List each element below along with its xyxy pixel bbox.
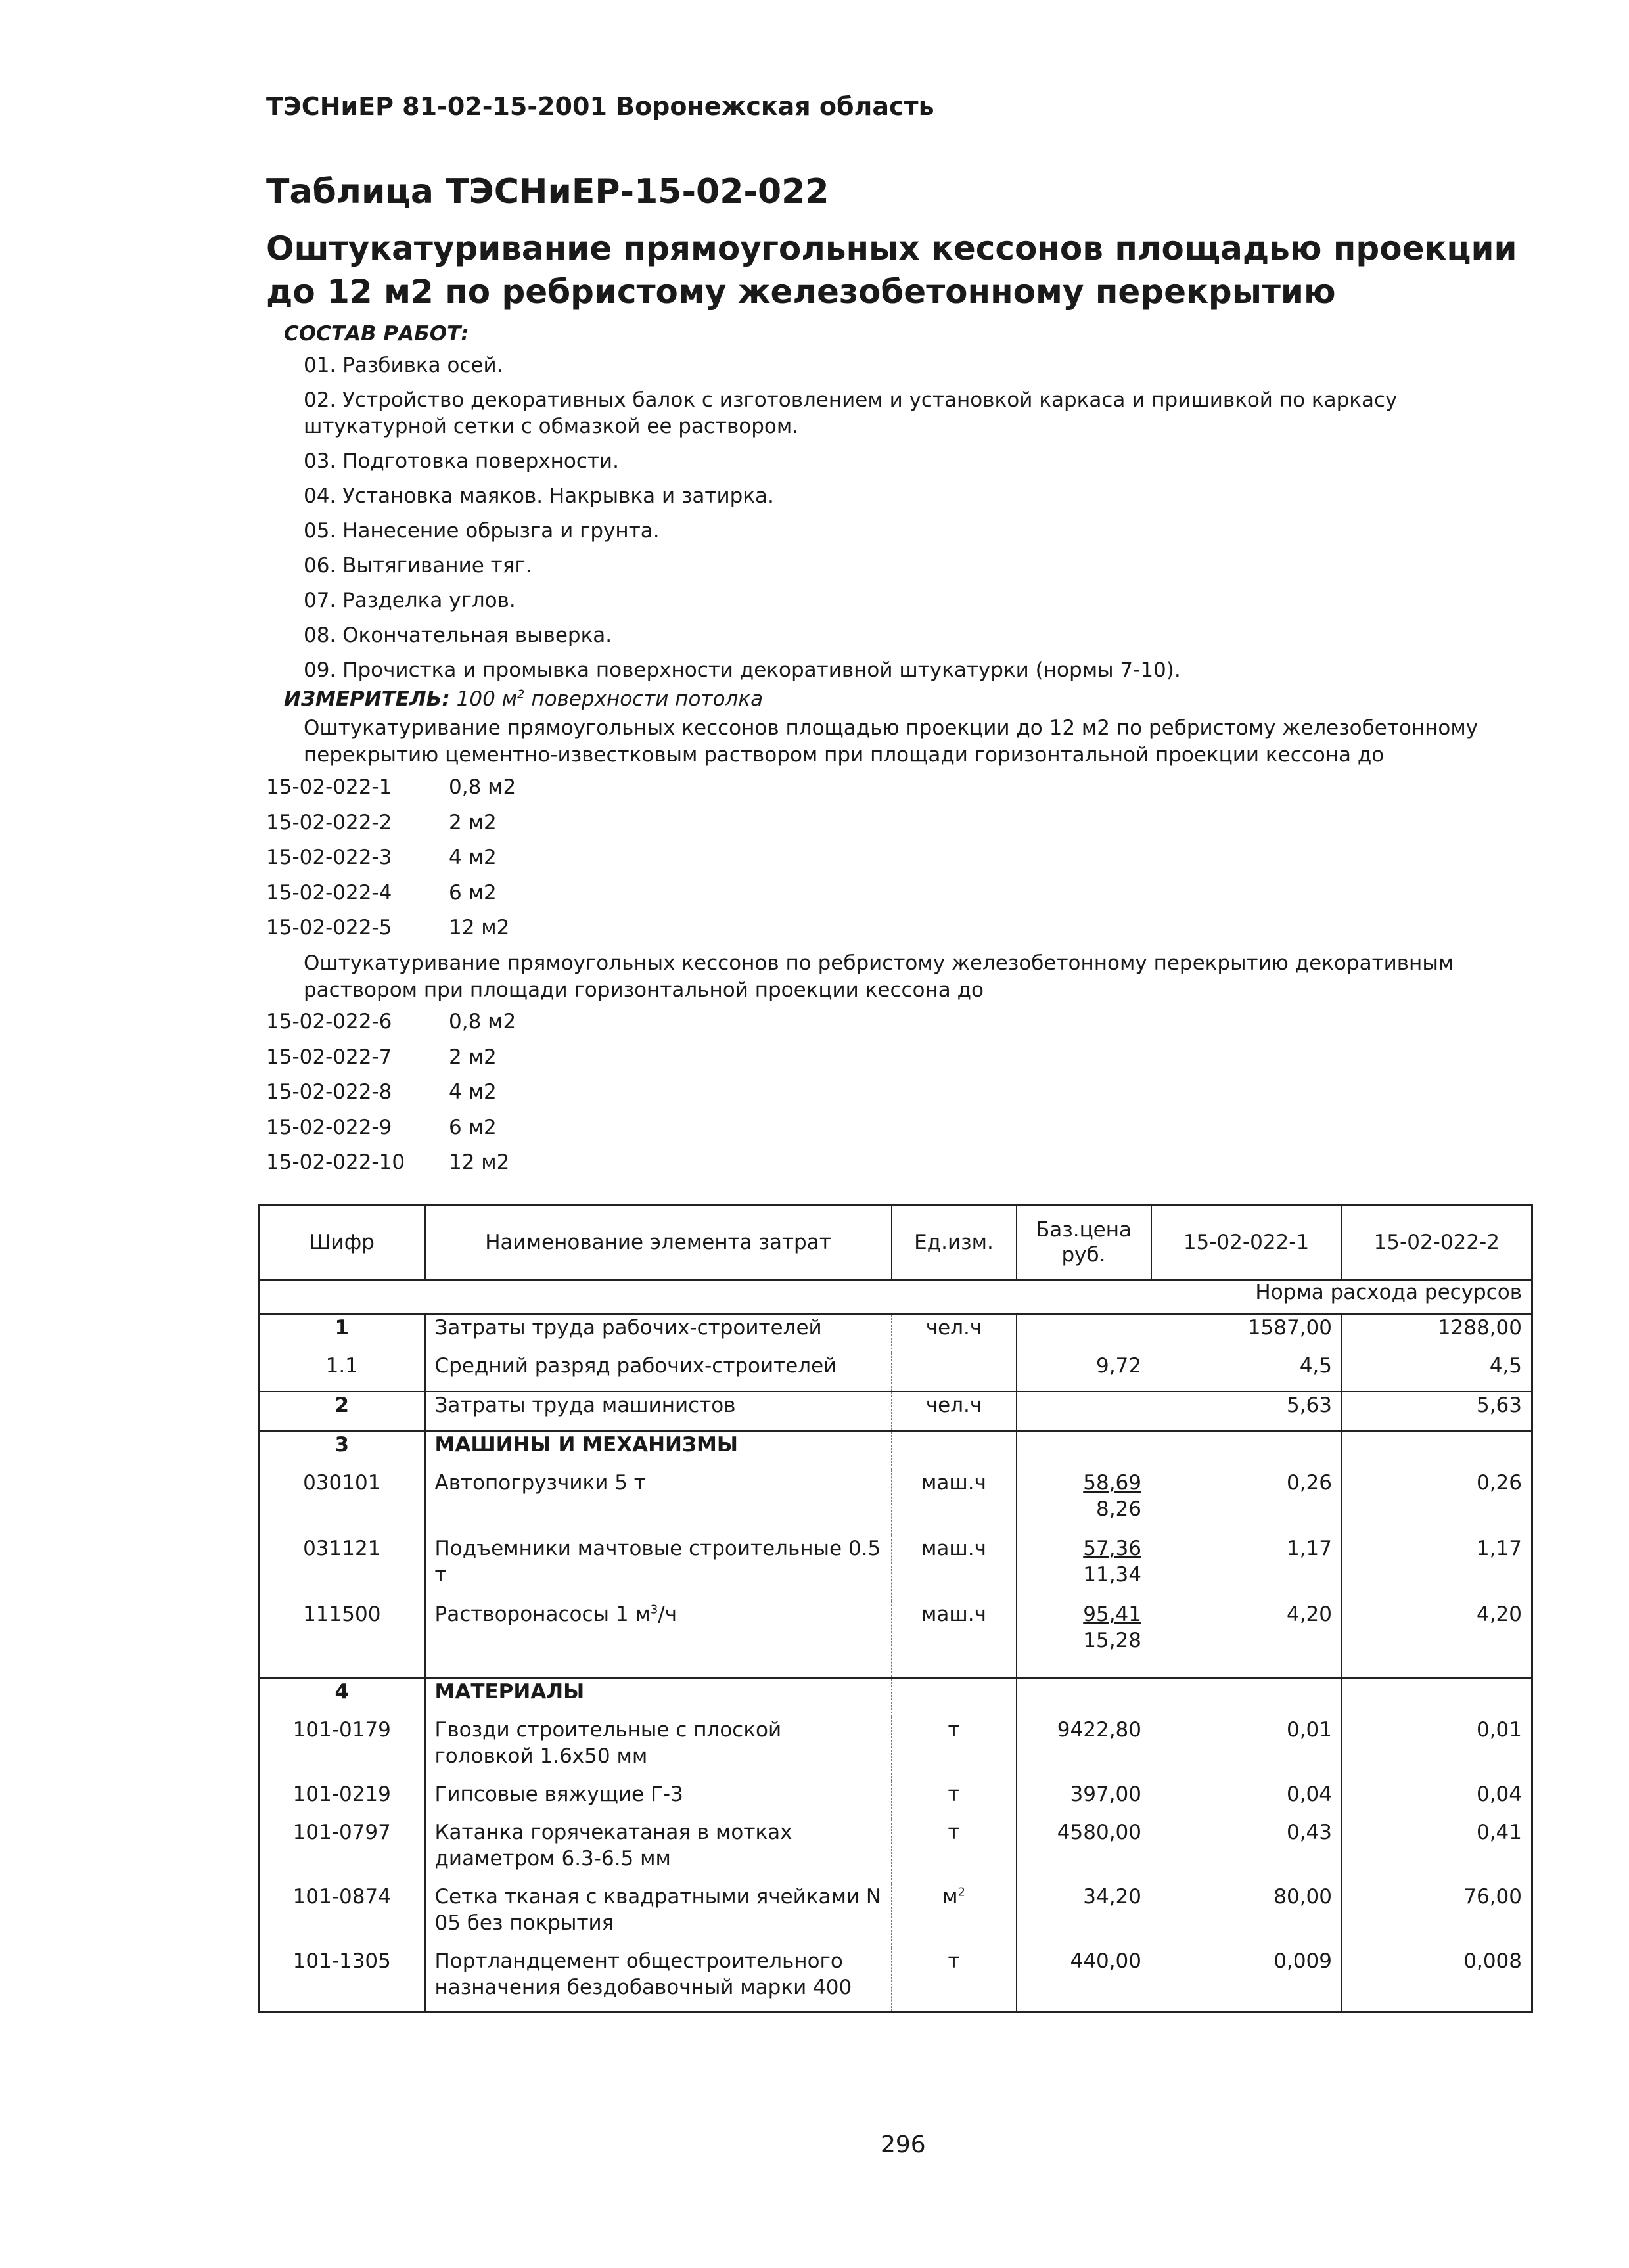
- norm-area: 0,8 м2: [449, 775, 516, 799]
- cell-value-1: 1,17: [1151, 1535, 1342, 1601]
- norm-area: 12 м2: [449, 916, 510, 940]
- cell-value-1: 0,009: [1151, 1948, 1342, 2012]
- work-item: 02. Устройство декоративных балок с изготовлением и установкой каркаса и пришивкой по каркасу штукатурной сетки с обмазкой ее раствором.: [304, 388, 1398, 438]
- code-row: [266, 846, 516, 881]
- norma-row: [259, 1280, 1532, 1314]
- cell-cipher: 101-0219: [292, 1782, 391, 1806]
- cell-cipher: 101-1305: [292, 1949, 391, 1973]
- measure-value: 100 $м^2$ поверхности потолка: [456, 687, 764, 711]
- section-row: [259, 1677, 1532, 1717]
- norm-area: 2 м2: [449, 1045, 497, 1069]
- cell-cipher: 1.1: [325, 1354, 358, 1378]
- cell-name: Катанка горячекатаная в мотках диаметром 6.3-6.5 мм: [425, 1819, 892, 1884]
- code-row: [266, 811, 516, 846]
- norm-code: 15-02-022-7: [266, 1045, 392, 1069]
- cell-name: Средний разряд рабочих-строителей: [425, 1353, 892, 1392]
- works-list: [304, 352, 1539, 692]
- page-number: 296: [881, 2131, 926, 2158]
- norm-area: 2 м2: [449, 810, 497, 834]
- cell-value-2: 0,04: [1342, 1781, 1532, 1819]
- cell-name: Затраты труда машинистов: [425, 1392, 892, 1431]
- cell-value-1: 4,5: [1151, 1353, 1342, 1392]
- work-item: 08. Окончательная выверка.: [304, 624, 612, 647]
- cell-name: Гвозди строительные с плоской головкой 1.6х50 мм: [425, 1717, 892, 1781]
- cell-value-2: 76,00: [1342, 1884, 1532, 1948]
- measure-label: ИЗМЕРИТЕЛЬ:: [284, 687, 450, 711]
- resources-table: [258, 1204, 1533, 2013]
- norm-area: 12 м2: [449, 1150, 510, 1174]
- norm-code: 15-02-022-1: [266, 775, 392, 799]
- norm-code: 15-02-022-2: [266, 810, 392, 834]
- work-item: 09. Прочистка и промывка поверхности декоративной штукатурки (нормы 7-10).: [304, 658, 1181, 682]
- group2-description: Оштукатуривание прямоугольных кессонов по ребристому железобетонному перекрытию декоративным раствором при площади горизонтальной проекции кессона до: [304, 951, 1454, 1002]
- cell-value-1: 5,63: [1151, 1392, 1342, 1431]
- work-item: 05. Нанесение обрызга и грунта.: [304, 519, 660, 543]
- table-subtitle: Оштукатуривание прямоугольных кессонов площадью проекции до 12 м2 по ребристому железобетонному перекрытию: [266, 229, 1517, 311]
- header-cipher: Шифр: [259, 1205, 425, 1281]
- code-row: [266, 1010, 516, 1045]
- cell-unit: [892, 1353, 1017, 1392]
- cell-name: Затраты труда рабочих-строителей: [425, 1314, 892, 1353]
- cell-name: Растворонасосы 1 $м^3/ч$: [425, 1601, 892, 1677]
- table-row: [259, 1717, 1532, 1781]
- group1-codes: [266, 775, 516, 951]
- norm-code: 15-02-022-5: [266, 916, 392, 940]
- table-row: [259, 1781, 1532, 1819]
- cell-value-2: 0,008: [1342, 1948, 1532, 2012]
- cell-value-2: 0,26: [1342, 1470, 1532, 1535]
- table-row: [259, 1470, 1532, 1535]
- cell-value-2: 4,20: [1342, 1601, 1532, 1677]
- norm-area: 0,8 м2: [449, 1010, 516, 1033]
- cell-value-2: 4,5: [1342, 1353, 1532, 1392]
- cell-name: Портландцемент общестроительного назначения бездобавочный марки 400: [425, 1948, 892, 2012]
- document-header: ТЭСНиЕР 81-02-15-2001 Воронежская область: [266, 92, 934, 121]
- measure-line: [284, 687, 763, 711]
- code-row: [266, 1045, 516, 1081]
- cell-cipher: 3: [259, 1431, 425, 1470]
- cell-value-1: 80,00: [1151, 1884, 1342, 1948]
- norm-code: 15-02-022-8: [266, 1080, 392, 1104]
- table-row: [259, 1601, 1532, 1677]
- cell-unit: чел.ч: [892, 1314, 1017, 1353]
- code-row: [266, 1080, 516, 1116]
- header-col2: 15-02-022-2: [1342, 1205, 1532, 1281]
- table-row: [259, 1314, 1532, 1353]
- cell-cipher: 101-0874: [292, 1884, 391, 1909]
- cell-price: [1017, 1314, 1151, 1353]
- cell-value-1: 0,43: [1151, 1819, 1342, 1884]
- cell-value-1: 0,26: [1151, 1470, 1342, 1535]
- cell-price: [1017, 1392, 1151, 1431]
- cell-name: Автопогрузчики 5 т: [425, 1470, 892, 1535]
- cell-unit: т: [892, 1819, 1017, 1884]
- table-row: [259, 1819, 1532, 1884]
- cell-cipher: 101-0179: [292, 1717, 391, 1742]
- cell-value-2: 0,01: [1342, 1717, 1532, 1781]
- cell-value-2: 5,63: [1342, 1392, 1532, 1431]
- norm-code: 15-02-022-4: [266, 880, 392, 905]
- cell-name: Гипсовые вяжущие Г-3: [425, 1781, 892, 1819]
- header-name: Наименование элемента затрат: [425, 1205, 892, 1281]
- works-label: СОСТАВ РАБОТ:: [284, 322, 469, 346]
- table-row: [259, 1535, 1532, 1601]
- code-row: [266, 1116, 516, 1151]
- norm-area: 6 м2: [449, 1115, 497, 1139]
- table-row: [259, 1392, 1532, 1431]
- cell-cipher: 031121: [303, 1537, 381, 1560]
- work-item: 07. Разделка углов.: [304, 589, 516, 612]
- norm-code: 15-02-022-10: [266, 1150, 405, 1174]
- norm-code: 15-02-022-3: [266, 846, 392, 869]
- work-item: 06. Вытягивание тяг.: [304, 554, 532, 578]
- cell-value-2: 1288,00: [1342, 1314, 1532, 1353]
- cell-cipher: 111500: [303, 1602, 381, 1626]
- cell-unit: маш.ч: [892, 1535, 1017, 1601]
- work-item: 04. Установка маяков. Накрывка и затирка.: [304, 484, 774, 508]
- cell-unit: $м^2$: [892, 1884, 1017, 1948]
- table-title: Таблица ТЭСНиЕР-15-02-022: [266, 172, 829, 212]
- cell-value-1: 0,04: [1151, 1781, 1342, 1819]
- section-title: МАТЕРИАЛЫ: [425, 1677, 892, 1717]
- norm-area: 4 м2: [449, 1080, 497, 1104]
- norm-area: 6 м2: [449, 880, 497, 905]
- cell-unit: маш.ч: [892, 1601, 1017, 1677]
- cell-price: 440,00: [1017, 1948, 1151, 2012]
- header-unit: Ед.изм.: [892, 1205, 1017, 1281]
- cell-cipher: 101-0797: [292, 1820, 391, 1844]
- cell-cipher: 1: [334, 1316, 350, 1340]
- work-item: 01. Разбивка осей.: [304, 353, 503, 377]
- table-row: [259, 1948, 1532, 2012]
- code-row: [266, 775, 516, 811]
- cell-value-2: 0,41: [1342, 1819, 1532, 1884]
- code-row: [266, 1150, 516, 1186]
- cell-value-1: 0,01: [1151, 1717, 1342, 1781]
- norm-code: 15-02-022-9: [266, 1115, 392, 1139]
- cell-price: 95,41 15,28: [1017, 1601, 1151, 1677]
- cell-price: 9422,80: [1017, 1717, 1151, 1781]
- norm-area: 4 м2: [449, 846, 497, 869]
- work-item: 03. Подготовка поверхности.: [304, 449, 619, 473]
- cell-unit: т: [892, 1781, 1017, 1819]
- table-header-row: [259, 1205, 1532, 1281]
- section-title: МАШИНЫ И МЕХАНИЗМЫ: [425, 1431, 892, 1470]
- cell-value-1: 1587,00: [1151, 1314, 1342, 1353]
- cell-unit: маш.ч: [892, 1470, 1017, 1535]
- cell-unit: т: [892, 1717, 1017, 1781]
- code-row: [266, 916, 516, 951]
- norm-code: 15-02-022-6: [266, 1010, 392, 1033]
- cell-price: 4580,00: [1017, 1819, 1151, 1884]
- cell-price: 9,72: [1017, 1353, 1151, 1392]
- norma-label: Норма расхода ресурсов: [1151, 1280, 1532, 1314]
- cell-cipher: 4: [259, 1677, 425, 1717]
- cell-value-1: 4,20: [1151, 1601, 1342, 1677]
- cell-name: Сетка тканая с квадратными ячейками N 05 без покрытия: [425, 1884, 892, 1948]
- cell-unit: т: [892, 1948, 1017, 2012]
- cell-price: 397,00: [1017, 1781, 1151, 1819]
- code-row: [266, 881, 516, 917]
- cell-price: 57,36 11,34: [1017, 1535, 1151, 1601]
- cell-price: 34,20: [1017, 1884, 1151, 1948]
- group2-codes: [266, 1010, 516, 1186]
- cell-value-2: 1,17: [1342, 1535, 1532, 1601]
- cell-name: Подъемники мачтовые строительные 0.5 т: [425, 1535, 892, 1601]
- cell-unit: чел.ч: [892, 1392, 1017, 1431]
- cell-cipher: 030101: [303, 1471, 381, 1495]
- cell-price: 58,69 8,26: [1017, 1470, 1151, 1535]
- table-row: [259, 1884, 1532, 1948]
- header-price: Баз.цена руб.: [1017, 1205, 1151, 1281]
- group1-description: Оштукатуривание прямоугольных кессонов площадью проекции до 12 м2 по ребристому железобетонному перекрытию цементно-известковым раствором при площади горизонтальной проекции кессона до: [304, 716, 1479, 767]
- cell-cipher: 2: [259, 1392, 425, 1431]
- table-row: [259, 1353, 1532, 1392]
- section-row: [259, 1431, 1532, 1470]
- header-col1: 15-02-022-1: [1151, 1205, 1342, 1281]
